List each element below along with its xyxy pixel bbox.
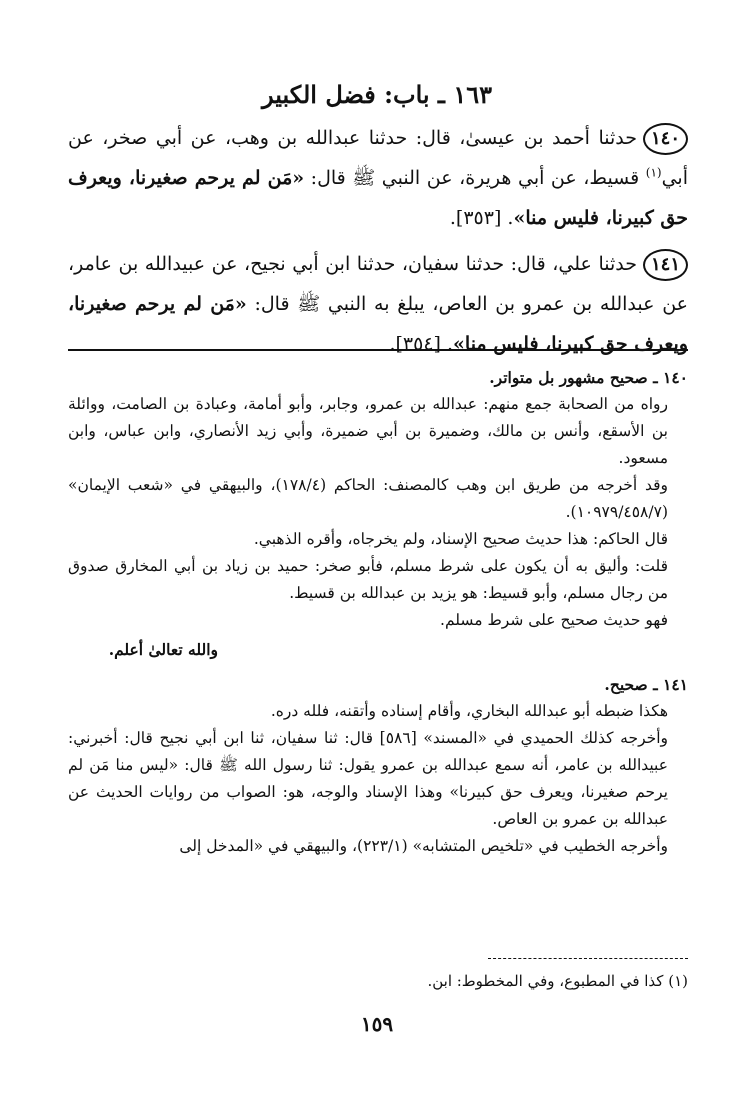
note-heading-140: ١٤٠ ـ صحيح مشهور بل متواتر. (489, 368, 688, 387)
commentary-notes (68, 364, 688, 860)
hadith-reference: . [٣٥٤]. (389, 333, 454, 355)
hadith-quote: «مَن لم يرحم صغيرنا، ويعرف حق كبيرنا، فليس منا» (68, 293, 688, 355)
footnote: (١) كذا في المطبوع، وفي المخطوط: ابن. (427, 972, 688, 990)
note-paragraph: فهو حديث صحيح على شرط مسلم. (440, 611, 668, 629)
main-text (68, 118, 688, 370)
footnote-ref[interactable]: (١) (645, 165, 662, 180)
hadith-text: قسيط، عن أبي هريرة، عن النبي ﷺ قال: (304, 167, 646, 189)
closing-phrase: والله تعالىٰ أعلم. (108, 640, 218, 659)
hadith-number-badge: ١٤٠ (643, 123, 688, 155)
note-paragraph: وأخرجه الخطيب في «تلخيص المتشابه» (٢٢٣/١)، والبيهقي في «المدخل إلى (179, 837, 668, 855)
hadith-reference: . [٣٥٣]. (449, 207, 514, 229)
note-paragraph: رواه من الصحابة جمع منهم: عبدالله بن عمرو، وجابر، وأبو أمامة، وعبادة بن الصامت، ووائلة بن الأسقع، وأنس بن مالك، وضميرة بن أبي ضميرة، وأبي زيد الأنصاري، وابن عباس، وابن مسعود. (68, 395, 668, 467)
hadith-140 (68, 118, 688, 238)
note-paragraph: هكذا ضبطه أبو عبدالله البخاري، وأقام إسناده وأتقنه، فلله دره. (270, 702, 668, 720)
footnote-divider (488, 958, 688, 959)
hadith-text: حدثنا علي، قال: حدثنا سفيان، حدثنا ابن أبي نجيح، عن عبيدالله بن عامر، عن عبدالله بن عمرو بن العاص، يبلغ به النبي ﷺ قال: (68, 253, 688, 315)
hadith-text: حدثنا أحمد بن عيسىٰ، قال: حدثنا عبدالله بن وهب، عن أبي صخر، عن أبي (68, 127, 688, 189)
chapter-title: ١٦٣ ـ باب: فضل الكبير (262, 80, 492, 109)
note-paragraph: قال الحاكم: هذا حديث صحيح الإسناد، ولم يخرجاه، وأقره الذهبي. (253, 530, 668, 548)
page-number: ١٥٩ (360, 1012, 394, 1036)
note-paragraph: وأخرجه كذلك الحميدي في «المسند» [٥٨٦] قال: ثنا سفيان، ثنا ابن أبي نجيح قال: أخبرني: عبيدالله بن عامر، أنه سمع عبدالله بن عمرو يقول: ثنا رسول الله ﷺ قال: «ليس منا مَن لم يرحم صغيرنا، ويعرف حق كبيرنا» وهذا الإسناد والوجه، هو: الصواب من روايات الحديث عن عبدالله بن عمرو بن العاص. (68, 729, 668, 828)
hadith-141 (68, 244, 688, 364)
hadith-quote: «مَن لم يرحم صغيرنا، ويعرف حق كبيرنا، فليس منا» (68, 167, 688, 229)
hadith-number-badge: ١٤١ (643, 249, 688, 281)
section-divider (68, 349, 688, 351)
note-paragraph: وقد أخرجه من طريق ابن وهب كالمصنف: الحاكم (١٧٨/٤)، والبيهقي في «شعب الإيمان» (١٠٩٧٩/٤٥٨/٧). (68, 476, 668, 521)
note-paragraph: قلت: وأليق به أن يكون على شرط مسلم، فأبو صخر: حميد بن زياد بن أبي المخارق صدوق من رجال مسلم، وأبو قسيط: هو يزيد بن عبدالله بن قسيط. (68, 557, 668, 602)
note-heading-141: ١٤١ ـ صحيح. (604, 675, 688, 694)
